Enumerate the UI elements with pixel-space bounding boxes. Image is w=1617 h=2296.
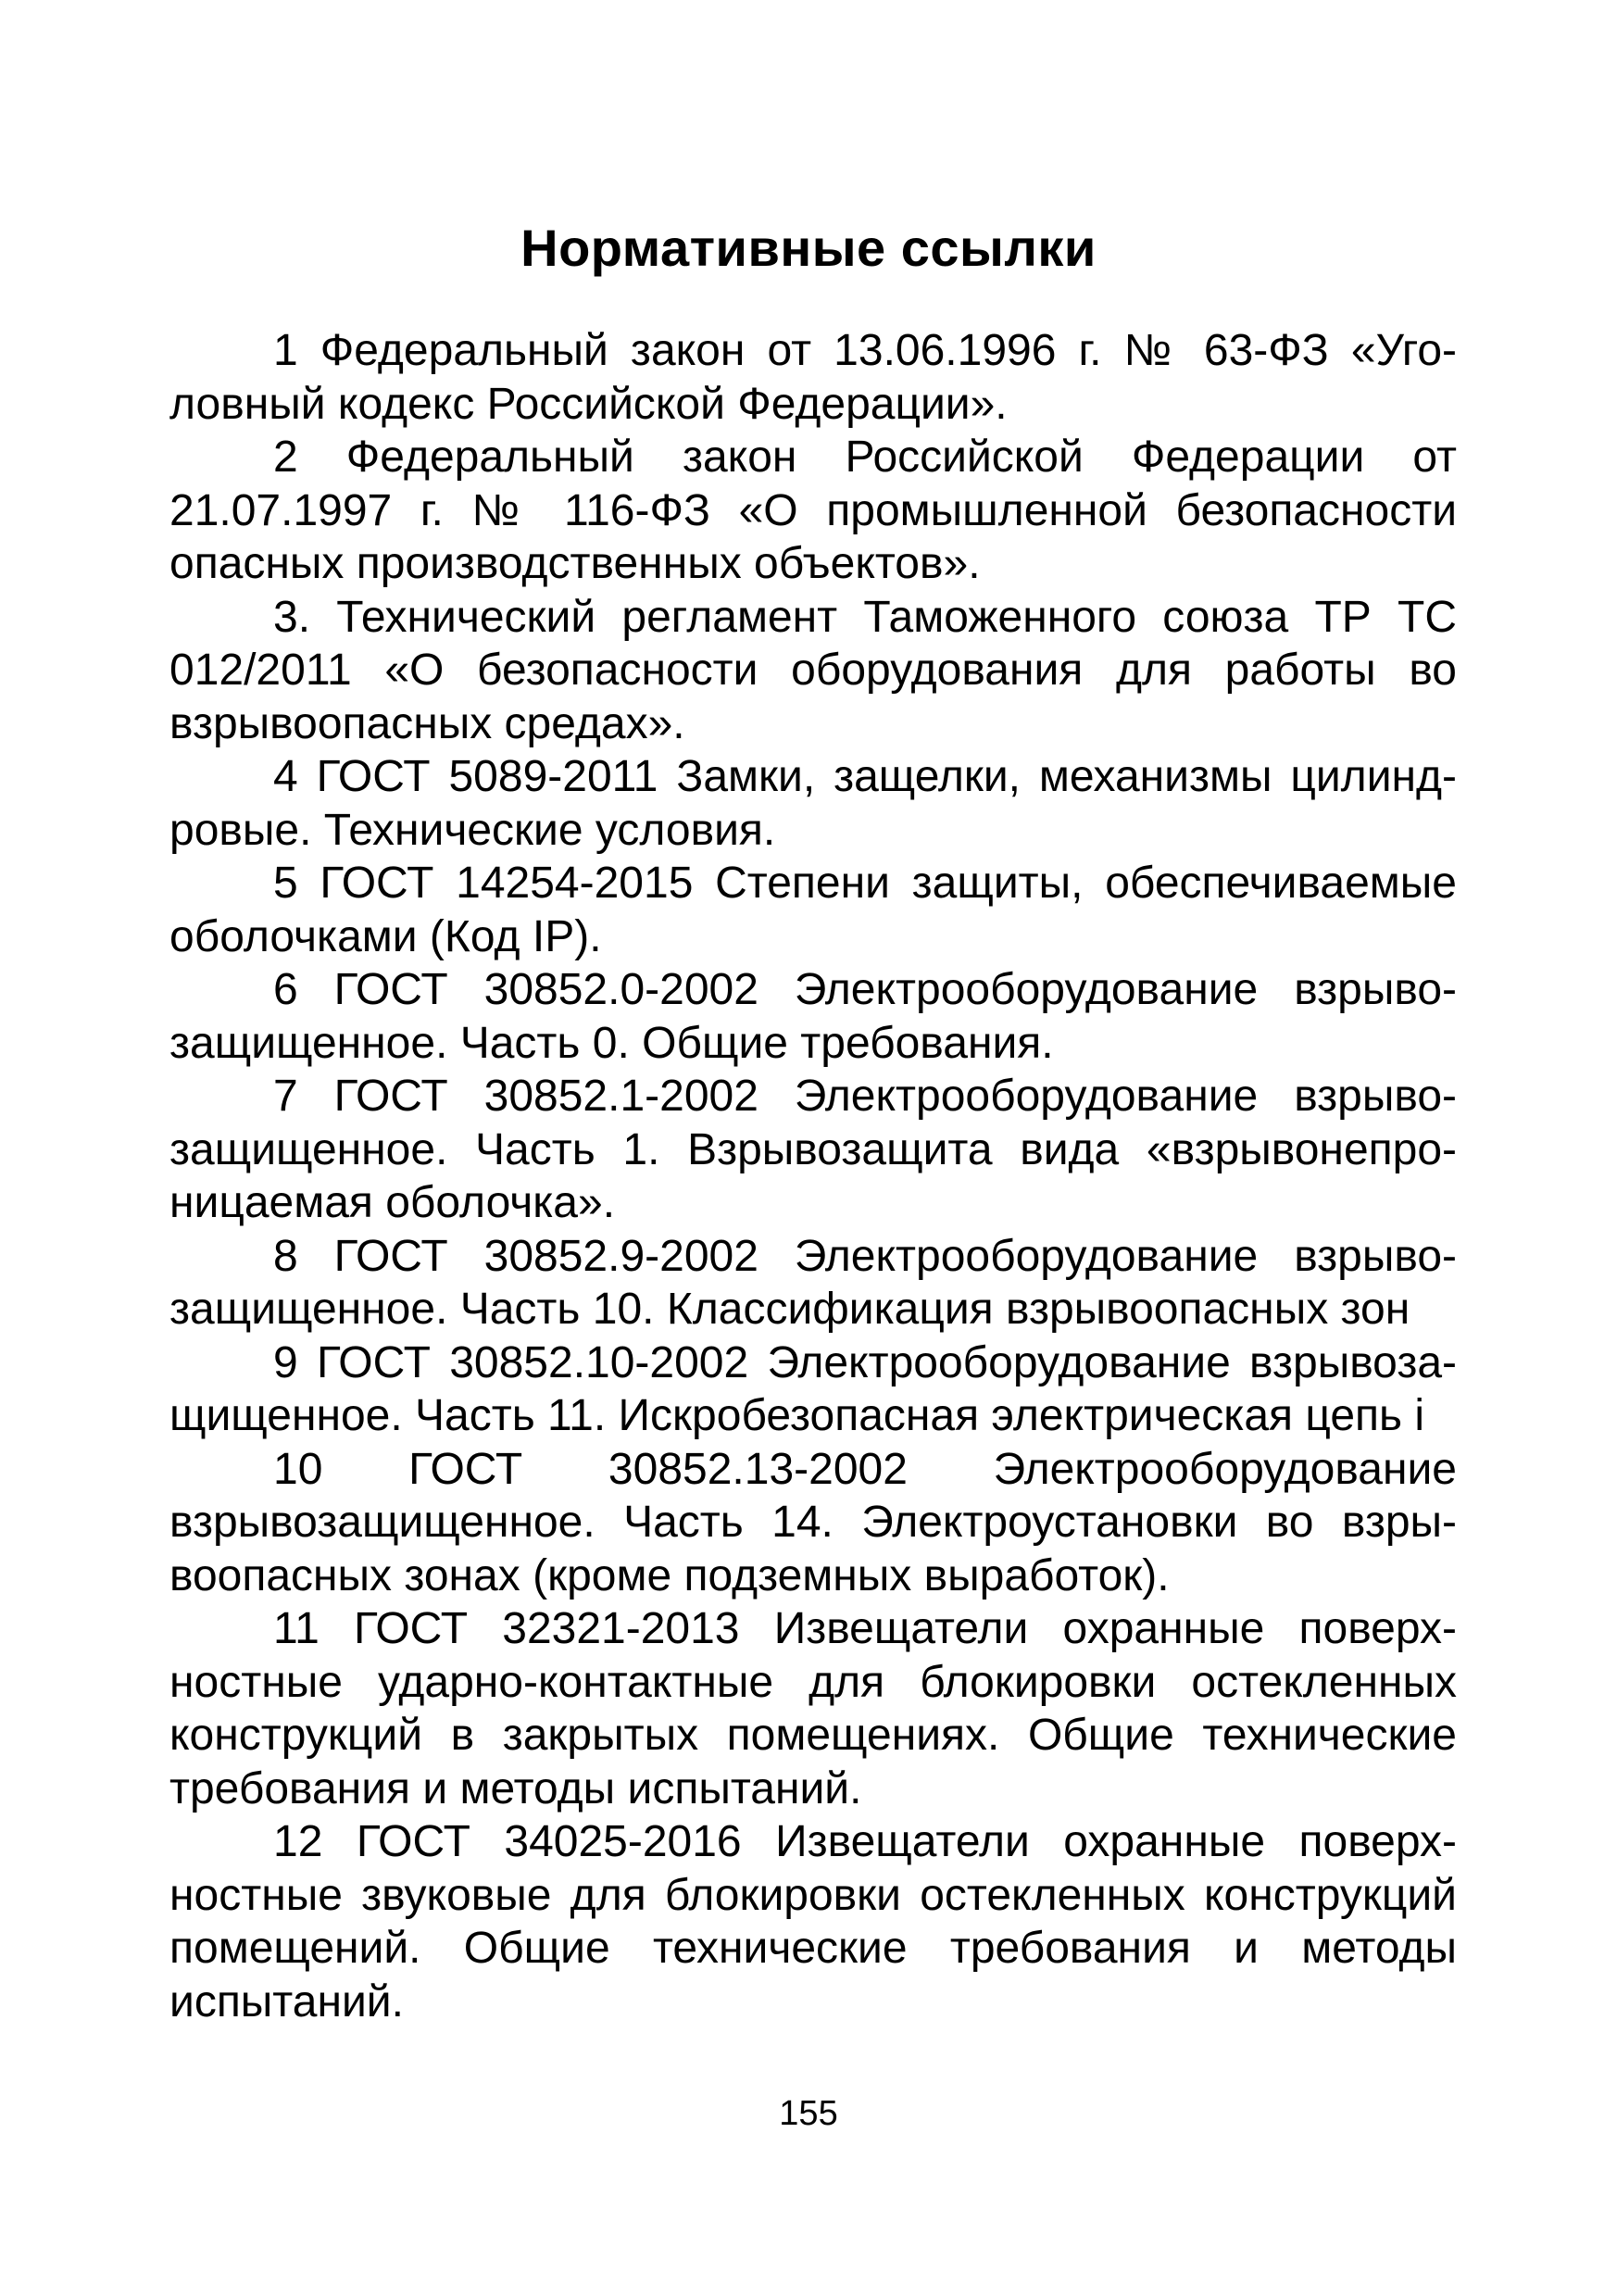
- reference-item-8: 8 ГОСТ 30852.9-2002 Электрооборудование взрывозащищенное. Часть 10. Классификация взрывоопасных зон: [169, 1231, 1457, 1334]
- page-title: Нормативные ссылки: [520, 219, 1097, 277]
- reference-item-2: 2 Федеральный закон Российской Федерации от 21.07.1997 г. № 116-ФЗ «О промышленной безопасности опасных производственных объектов».: [169, 433, 1457, 588]
- reference-list: [169, 324, 1457, 2028]
- reference-item-10: 10 ГОСТ 30852.13-2002 Электрооборудование взрывозащищенное. Часть 14. Электроустановки во взрывоопасных зонах (кроме подземных выработок).: [169, 1444, 1457, 1600]
- reference-item-4: 4 ГОСТ 5089-2011 Замки, защелки, механизмы цилиндровые. Технические условия.: [169, 752, 1457, 855]
- reference-item-5: 5 ГОСТ 14254-2015 Степени защиты, обеспечиваемые оболочками (Код IP).: [169, 859, 1457, 961]
- reference-item-3: 3. Технический регламент Таможенного союза ТР ТС 012/2011 «О безопасности оборудования для работы во взрывоопасных средах».: [169, 592, 1457, 748]
- reference-item-7: 7 ГОСТ 30852.1-2002 Электрооборудование взрывозащищенное. Часть 1. Взрывозащита вида «взрывонепроницаемая оболочка».: [169, 1072, 1457, 1227]
- reference-item-11: 11 ГОСТ 32321-2013 Извещатели охранные поверхностные ударно-контактные для блокировки остекленных конструкций в закрытых помещениях. Общие технические требования и методы испытаний.: [169, 1604, 1457, 1813]
- reference-item-6: 6 ГОСТ 30852.0-2002 Электрооборудование взрывозащищенное. Часть 0. Общие требования.: [169, 965, 1457, 1068]
- reference-item-1: 1 Федеральный закон от 13.06.1996 г. № 63-ФЗ «Уголовный кодекс Российской Федерации».: [169, 326, 1457, 429]
- page-number: 155: [779, 2094, 838, 2133]
- reference-item-12: 12 ГОСТ 34025-2016 Извещатели охранные поверхностные звуковые для блокировки остекленных конструкций помещений. Общие технические требования и методы испытаний.: [169, 1817, 1457, 2026]
- reference-item-9: 9 ГОСТ 30852.10-2002 Электрооборудование взрывозащищенное. Часть 11. Искробезопасная электрическая цепь i: [169, 1337, 1457, 1440]
